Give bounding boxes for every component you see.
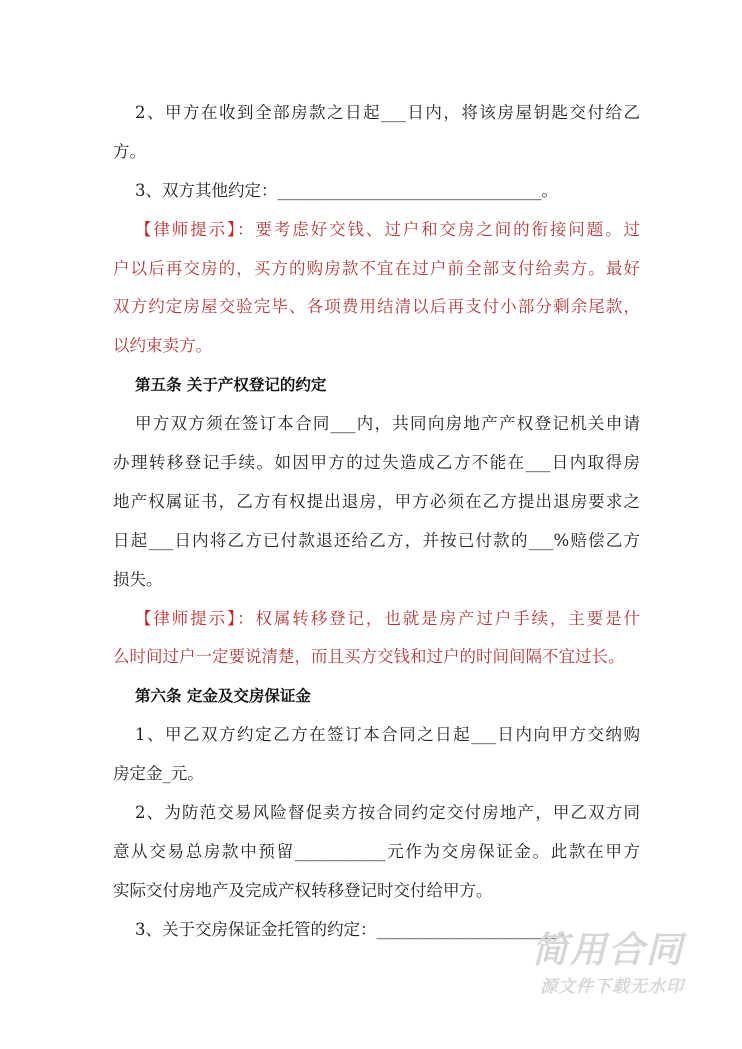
line-text: 2、甲方在收到全部房款之日起___日内，将该房屋钥匙交付给乙	[135, 103, 640, 122]
tip-label: 【律师提示】	[135, 608, 238, 628]
text-line	[113, 872, 640, 911]
tip-label: 【律师提示】	[135, 219, 238, 239]
clause-paragraph	[113, 716, 640, 794]
text-line	[113, 833, 640, 872]
line-text: 3、关于交房保证金托管的约定：______________________。	[135, 919, 575, 939]
text-line	[113, 288, 640, 327]
section-heading	[113, 366, 640, 405]
clause-paragraph	[113, 794, 640, 911]
text-line	[113, 561, 640, 600]
line-text: 地产权属证书，乙方有权提出退房，甲方必须在乙方提出退房要求之	[113, 491, 640, 511]
text-line	[113, 94, 640, 133]
section-heading	[113, 677, 640, 716]
line-text: ：权属转移登记，也就是房产过户手续，主要是什	[237, 608, 641, 628]
line-text: 以约束卖方。	[113, 336, 212, 356]
clause-paragraph	[113, 94, 640, 172]
text-line	[113, 755, 640, 794]
line-text: 日起___日内将乙方已付款退还给乙方，并按已付款的___%赔偿乙方	[113, 530, 640, 550]
line-text: 意从交易总房款中预留___________元作为交房保证金。此款在甲方	[113, 841, 640, 861]
clause-paragraph	[113, 172, 640, 211]
text-line	[113, 794, 640, 833]
text-line	[113, 133, 640, 172]
line-text: 第五条 关于产权登记的约定	[135, 376, 327, 395]
line-text: 损失。	[113, 569, 163, 589]
text-line	[113, 444, 640, 483]
line-text: 3、双方其他约定：________________________________。	[135, 180, 558, 200]
text-line	[113, 677, 640, 716]
text-line	[113, 638, 640, 677]
text-line	[113, 405, 640, 444]
text-line	[113, 366, 640, 405]
text-line	[113, 327, 640, 366]
text-line	[113, 600, 640, 639]
line-text: 甲方双方须在签订本合同___内，共同向房地产产权登记机关申请	[135, 414, 640, 434]
line-text: 1、甲乙双方约定乙方在签订本合同之日起___日内向甲方交纳购	[135, 725, 640, 745]
line-text: 办理转移登记手续。如因甲方的过失造成乙方不能在___日内取得房	[113, 453, 640, 473]
line-text: 实际交付房地产及完成产权转移登记时交付给甲方。	[113, 880, 493, 900]
line-text: 第六条 定金及交房保证金	[135, 687, 311, 706]
watermark-logo: 简用合同	[531, 930, 684, 971]
line-text: 2、为防范交易风险督促卖方按合同约定交付房地产，甲乙双方同	[135, 803, 640, 823]
line-text: 么时间过户一定要说清楚，而且买方交钱和过户的时间间隔不宜过长。	[113, 647, 625, 667]
document-body	[113, 94, 640, 950]
text-line	[113, 522, 640, 561]
line-text: 户以后再交房的，买方的购房款不宜在过户前全部支付给卖方。最好	[113, 258, 640, 278]
line-text: 房定金_元。	[113, 764, 204, 784]
line-text: ：要考虑好交钱、过户和交房之间的衔接问题。过	[237, 219, 641, 239]
text-line	[113, 172, 640, 211]
text-line	[113, 250, 640, 289]
line-text: 方。	[113, 141, 146, 161]
text-line	[113, 483, 640, 522]
text-line	[113, 716, 640, 755]
text-line	[113, 211, 640, 250]
lawyer-tip	[113, 211, 640, 367]
watermark-caption: 源文件下载无水印	[540, 977, 684, 997]
line-text: 双方约定房屋交验完毕、各项费用结清以后再支付小部分剩余尾款，	[113, 297, 640, 317]
clause-paragraph	[113, 405, 640, 599]
lawyer-tip	[113, 600, 640, 678]
